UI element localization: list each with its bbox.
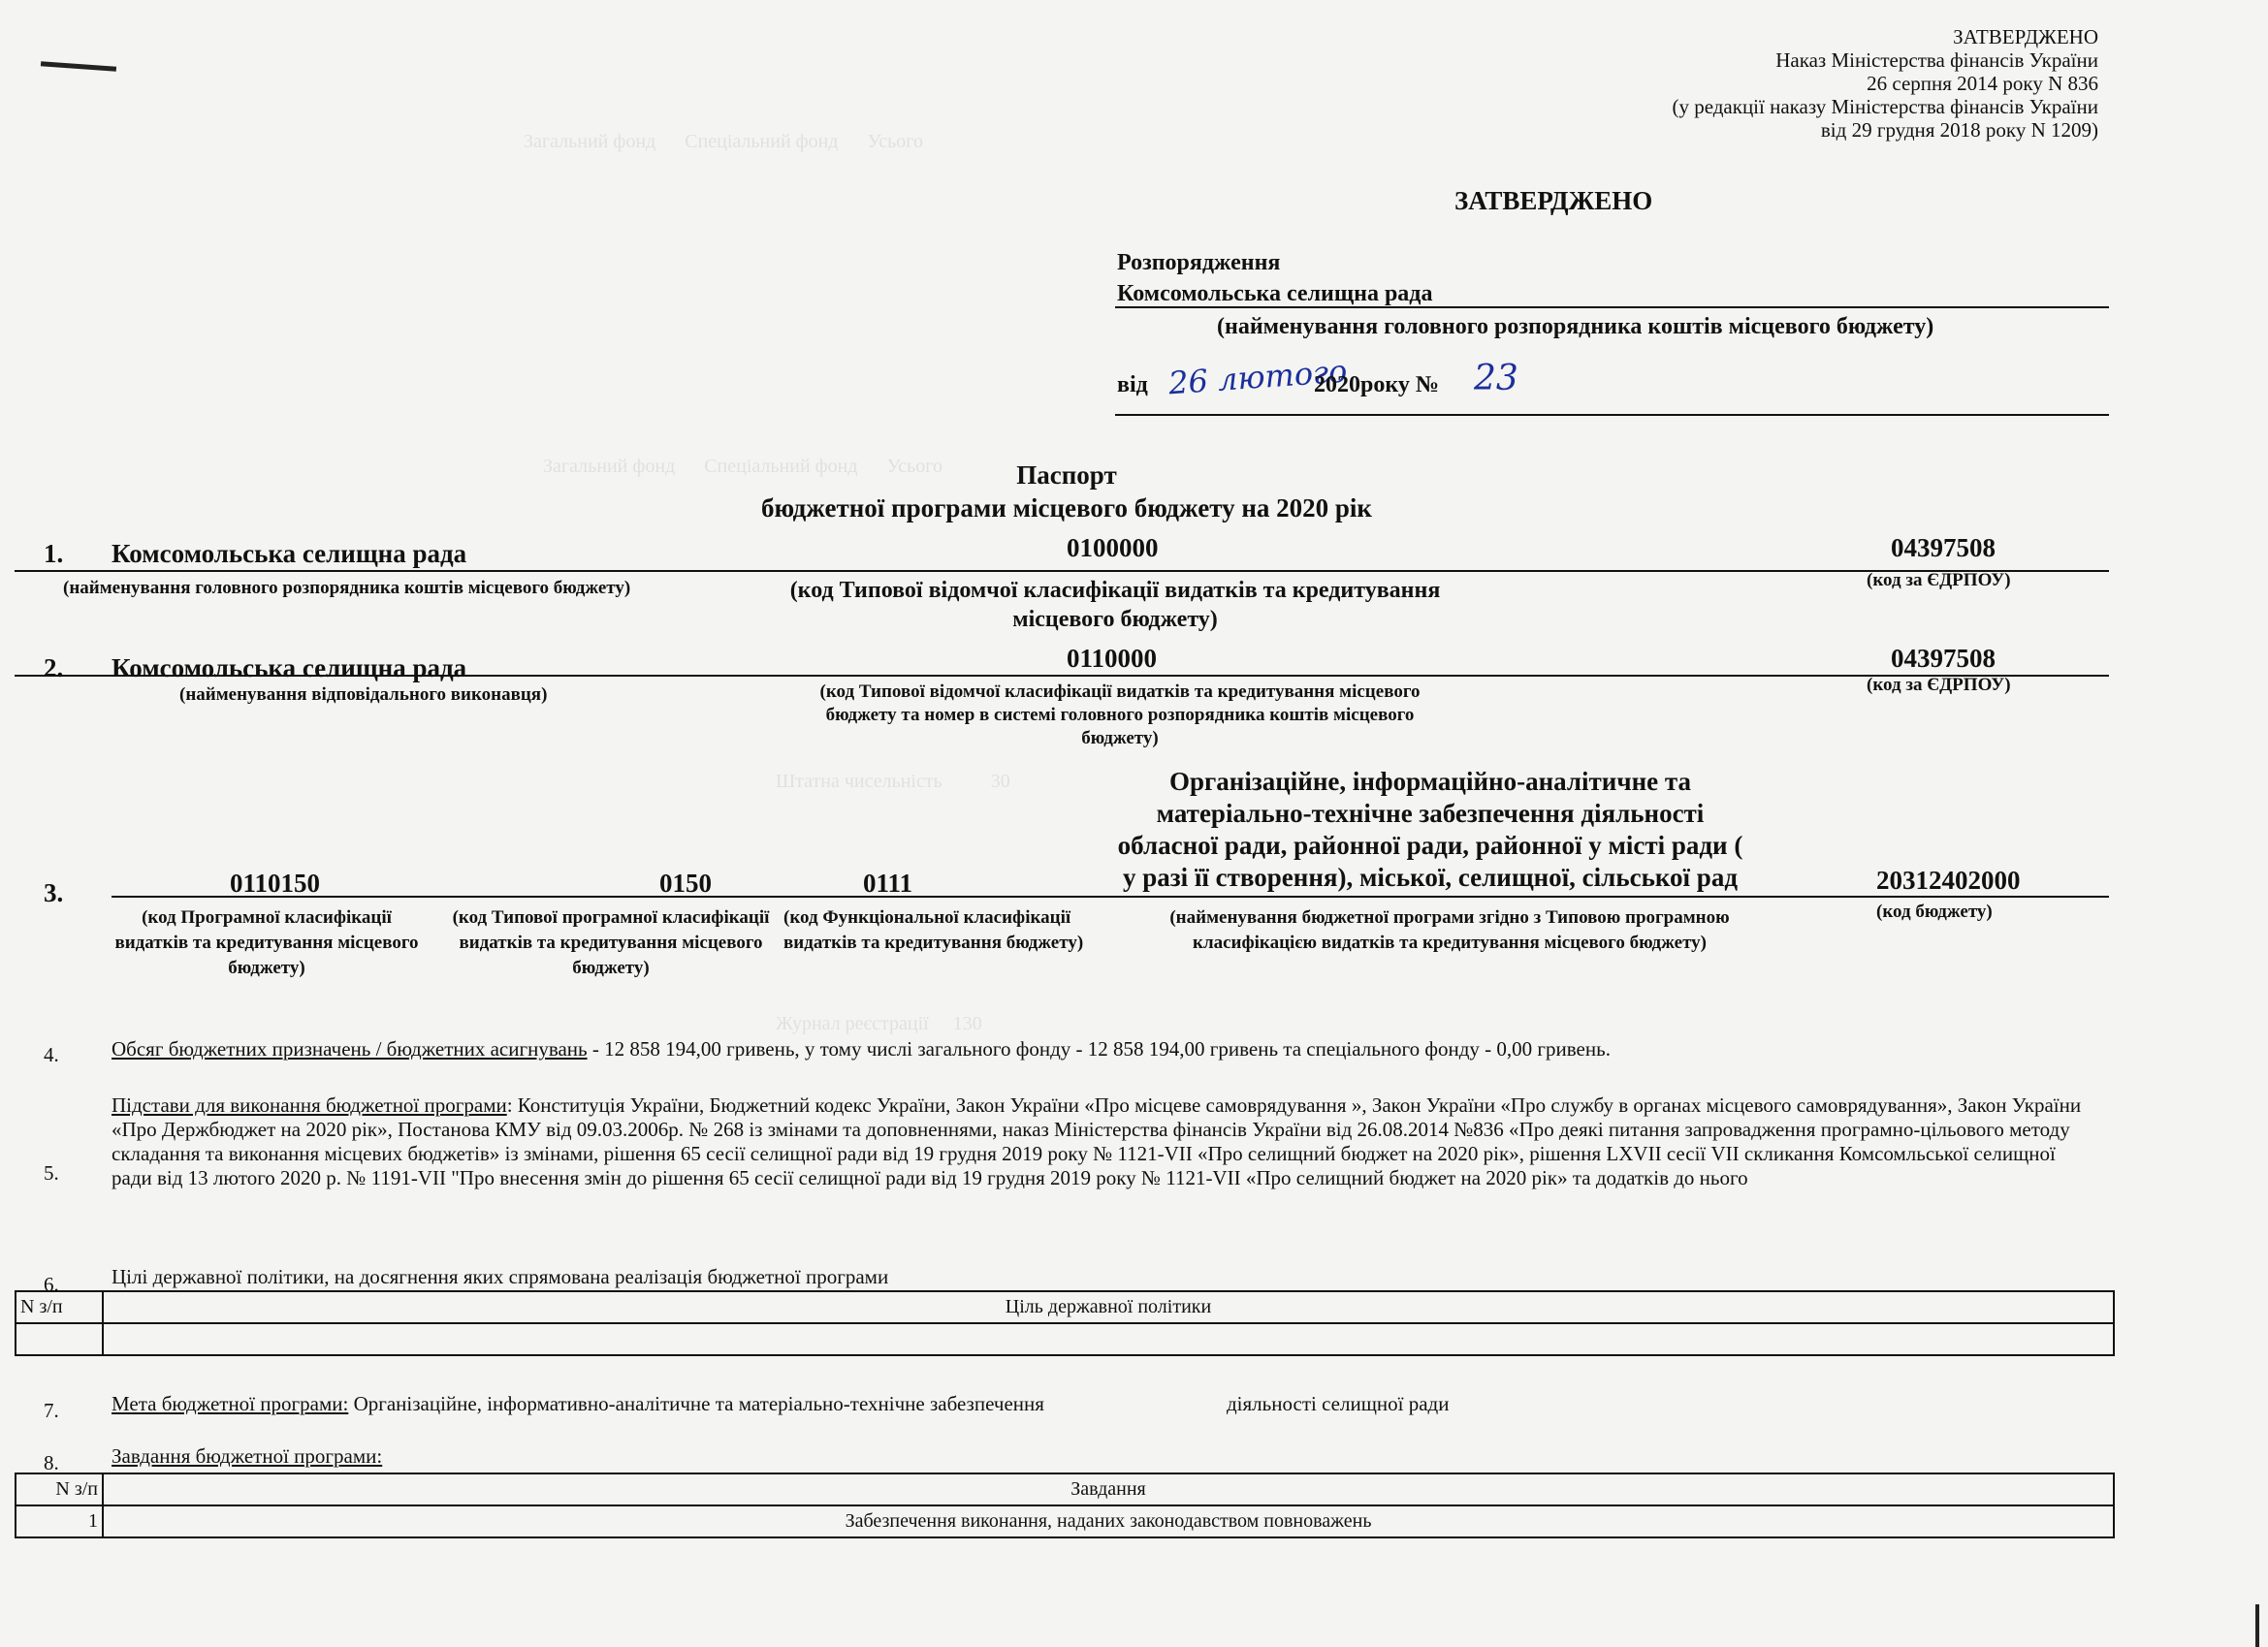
section-number: 4.	[44, 1043, 59, 1066]
section1-name: Комсомольська селищна рада	[112, 539, 467, 568]
task-number: 1	[16, 1505, 103, 1537]
approved-title: ЗАТВЕРДЖЕНО	[1454, 186, 1653, 215]
section2-edrpou: 04397508	[1891, 644, 1996, 673]
approval-stamp-line: (у редакції наказу Міністерства фінансів України	[1672, 95, 2098, 118]
section-number: 5.	[44, 1161, 59, 1185]
table-header-cell: N з/п	[16, 1473, 103, 1505]
table-row	[16, 1323, 2114, 1355]
section2-code: 0110000	[1067, 644, 1158, 673]
section2-name-caption: (найменування відповідального виконавця)	[179, 684, 548, 705]
section1-code: 0100000	[1067, 533, 1159, 562]
section1-code-caption: (код Типової відомчої класифікації видатків та кредитування місцевого бюджету)	[789, 578, 1441, 632]
table-cell	[16, 1323, 103, 1355]
table-header-row	[16, 1291, 2114, 1323]
program-code-caption: (код Програмної класифікації видатків та кредитування місцевого бюджету)	[114, 907, 419, 978]
program-name: Організаційне, інформаційно-аналітичне та матеріально-технічне забезпечення діяльності обласної ради, районної ради, районної у місті ради ( у разі її створення), міської, селищної, сільської рад	[1117, 767, 1743, 892]
document-subtitle: бюджетної програми місцевого бюджету на 2020 рік	[761, 493, 1372, 523]
section1-edrpou-caption: (код за ЄДРПОУ)	[1867, 570, 2011, 590]
handwritten-date: 26 лютого	[1166, 352, 1349, 402]
section2-code-caption: (код Типової відомчої класифікації видатків та кредитування місцевого бюджету та номер в системі головного розпорядника коштів місцевого бюджету)	[819, 681, 1421, 748]
bleed-through-text: Штатна чисельність 30	[776, 771, 1010, 792]
section1-edrpou: 04397508	[1891, 533, 1996, 562]
tasks-table	[15, 1473, 2115, 1538]
functional-code: 0111	[863, 869, 913, 898]
section2-edrpou-caption: (код за ЄДРПОУ)	[1867, 675, 2011, 695]
section7-text-tail: діяльності селищної ради	[1227, 1392, 1450, 1415]
section6-text: Цілі державної політики, на досягнення яких спрямована реалізація бюджетної програми	[112, 1265, 889, 1288]
section-number: 7.	[44, 1399, 59, 1422]
handwritten-number: 23	[1474, 359, 1518, 398]
section7-text	[112, 1392, 1044, 1416]
program-code: 0110150	[230, 869, 321, 898]
authority-caption: (найменування головного розпорядника коштів місцевого бюджету)	[1217, 314, 1934, 339]
bleed-through-text: Журнал реєстрації 130	[776, 1013, 982, 1034]
typical-code-caption: (код Типової програмної класифікації видатків та кредитування місцевого бюджету)	[452, 907, 770, 978]
approval-stamp-line: Наказ Міністерства фінансів України	[1775, 48, 2098, 72]
section-number: 2.	[44, 653, 64, 682]
section-number: 8.	[44, 1451, 59, 1474]
table-header-row	[16, 1473, 2114, 1505]
section4-body: - 12 858 194,00 гривень, у тому числі загального фонду - 12 858 194,00 гривень та спеціального фонду - 0,00 гривень.	[587, 1037, 1611, 1061]
bleed-through-text: Загальний фонд Спеціальний фонд Усього	[543, 456, 942, 477]
document-title: Паспорт	[1016, 460, 1117, 490]
order-type: Розпорядження	[1117, 250, 1281, 275]
policy-goals-table	[15, 1290, 2115, 1356]
budget-code-caption: (код бюджету)	[1876, 902, 1993, 922]
section7-body: Організаційне, інформативно-аналітичне та матеріально-технічне забезпечення	[348, 1392, 1044, 1415]
program-name-caption: (найменування бюджетної програми згідно з Типовою програмною класифікацією видатків та кредитування місцевого бюджету)	[1169, 907, 1730, 953]
approval-stamp-line: від 29 грудня 2018 року N 1209)	[1820, 118, 2098, 142]
table-header-cell: Завдання	[103, 1473, 2114, 1505]
task-text: Забезпечення виконання, наданих законодавством повноважень	[103, 1505, 2114, 1537]
section5-body: : Конституція України, Бюджетний кодекс України, Закон України «Про місцеве самоврядування », Закон України «Про службу в органах місцевого самоврядування», Закон України «Про Держбюджет на 2020 рік», Постанова КМУ від 09.03.2006р. № 268 із змінами та доповненнями, наказ Міністерства фінансів України від 26.08.2014 №836 «Про деякі питання запровадження програмно-цільового методу складання та виконання місцевих бюджетів» із змінами, рішення 65 сесії селищної ради від 19 грудня 2019 року № 1121-VII «Про селищний бюджет на 2020 рік», рішення LXVII сесії VII скликання Комсомльської селищної ради від 13 лютого 2020 р. № 1191-VII "Про внесення змін до рішення 65 сесії селищної ради від 19 грудня 2019 року № 1121-VII «Про селищний бюджет на 2020 рік» та додатків до нього	[112, 1093, 2082, 1189]
section7-label: Мета бюджетної програми:	[112, 1392, 349, 1415]
section2-name: Комсомольська селищна рада	[112, 653, 467, 682]
approval-stamp	[1420, 25, 2098, 142]
section5-label: Підстави для виконання бюджетної програми	[112, 1093, 507, 1117]
section8-label: Завдання бюджетної програми:	[112, 1444, 383, 1468]
scan-mark	[41, 61, 116, 71]
section4-text	[112, 1037, 2109, 1061]
budget-code: 20312402000	[1876, 866, 2021, 895]
section-number: 6.	[44, 1273, 59, 1296]
table-header-cell: Ціль державної політики	[103, 1291, 2114, 1323]
functional-code-caption: (код Функціональної класифікації видатків та кредитування бюджету)	[783, 907, 1084, 953]
approval-stamp-line: 26 серпня 2014 року N 836	[1867, 72, 2098, 95]
section1-name-caption: (найменування головного розпорядника коштів місцевого бюджету)	[63, 578, 631, 598]
approval-stamp-line: ЗАТВЕРДЖЕНО	[1953, 25, 2098, 48]
scan-mark	[2255, 1604, 2259, 1647]
table-cell	[103, 1323, 2114, 1355]
section5-text	[112, 1093, 2099, 1190]
section-number: 3.	[44, 878, 64, 907]
approving-authority: Комсомольська селищна рада	[1117, 281, 1433, 306]
bleed-through-text: Загальний фонд Спеціальний фонд Усього	[524, 131, 923, 152]
date-prefix: від	[1117, 372, 1148, 397]
year-text: 2020року №	[1314, 372, 1439, 397]
table-header-cell: N з/п	[16, 1291, 103, 1323]
table-row	[16, 1505, 2114, 1537]
section-number: 1.	[44, 539, 64, 568]
section4-label: Обсяг бюджетних призначень / бюджетних асигнувань	[112, 1037, 588, 1061]
typical-program-code: 0150	[659, 869, 712, 898]
